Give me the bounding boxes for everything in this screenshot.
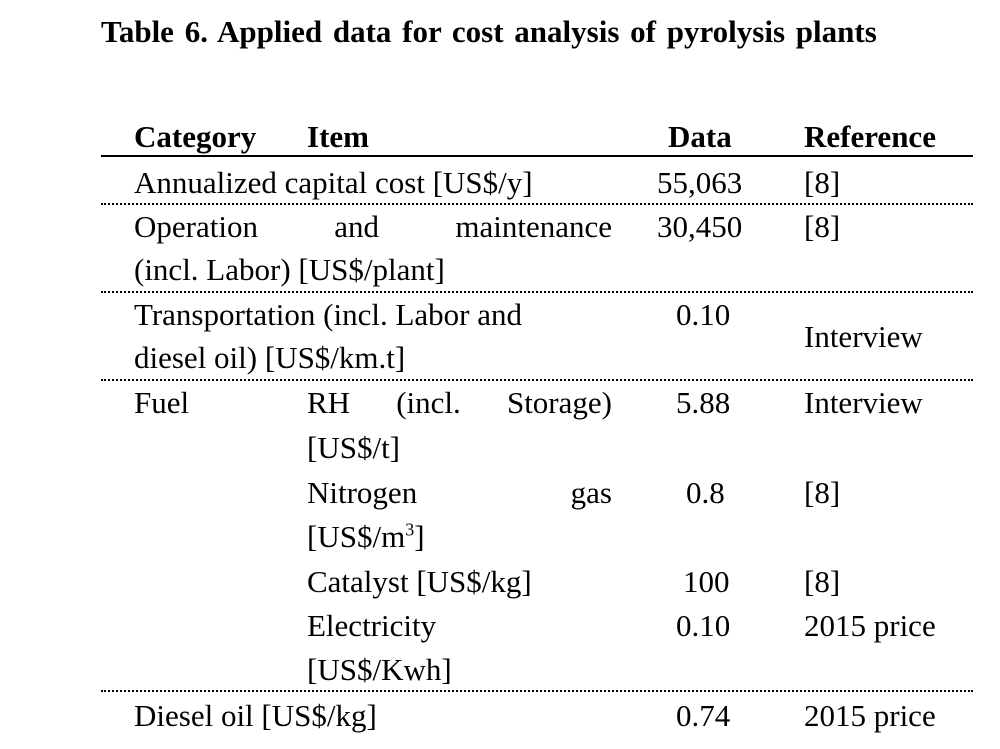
rh-ref: Interview (804, 385, 923, 420)
om-data: 30,450 (657, 209, 743, 244)
om-ref: [8] (804, 209, 841, 244)
electricity-data: 0.10 (676, 608, 731, 643)
row-divider (101, 203, 973, 205)
fuel-category: Fuel (134, 385, 190, 420)
transport-label-line1: Transportation (incl. Labor and (134, 297, 522, 332)
row-divider (101, 291, 973, 293)
catalyst-ref: [8] (804, 564, 841, 599)
electricity-ref: 2015 price (804, 608, 936, 643)
header-data: Data (668, 119, 732, 154)
transport-data: 0.10 (676, 297, 731, 332)
electricity-label-line1: Electricity (307, 608, 437, 643)
transport-label-line2: diesel oil) [US$/km.t] (134, 340, 406, 375)
header-item: Item (307, 119, 369, 154)
row-divider (101, 379, 973, 381)
header-reference: Reference (804, 119, 936, 154)
capital-cost-ref: [8] (804, 165, 841, 200)
electricity-label-line2: [US$/Kwh] (307, 652, 452, 687)
rh-label-line1: RH (incl. Storage) (307, 385, 612, 420)
header-rule (101, 155, 973, 157)
catalyst-label: Catalyst [US$/kg] (307, 564, 532, 599)
om-label-line2: (incl. Labor) [US$/plant] (134, 252, 445, 287)
capital-cost-label: Annualized capital cost [US$/y] (134, 165, 533, 200)
row-divider (101, 690, 973, 692)
diesel-data: 0.74 (676, 698, 731, 733)
nitrogen-label-line2: $[US\$/m^3]$ (307, 519, 425, 554)
rh-data: 5.88 (676, 385, 731, 420)
om-label-line1: Operation and maintenance (134, 209, 612, 244)
diesel-ref: 2015 price (804, 698, 936, 733)
table-caption: Table 6. Applied data for cost analysis of pyrolysis plants (101, 14, 877, 49)
nitrogen-data: 0.8 (686, 475, 725, 510)
transport-ref: Interview (804, 319, 923, 354)
nitrogen-ref: [8] (804, 475, 841, 510)
nitrogen-label-line1: Nitrogen gas (307, 475, 612, 510)
catalyst-data: 100 (683, 564, 730, 599)
capital-cost-data: 55,063 (657, 165, 743, 200)
rh-label-line2: [US$/t] (307, 430, 400, 465)
diesel-label: Diesel oil [US$/kg] (134, 698, 377, 733)
header-category: Category (134, 119, 257, 154)
